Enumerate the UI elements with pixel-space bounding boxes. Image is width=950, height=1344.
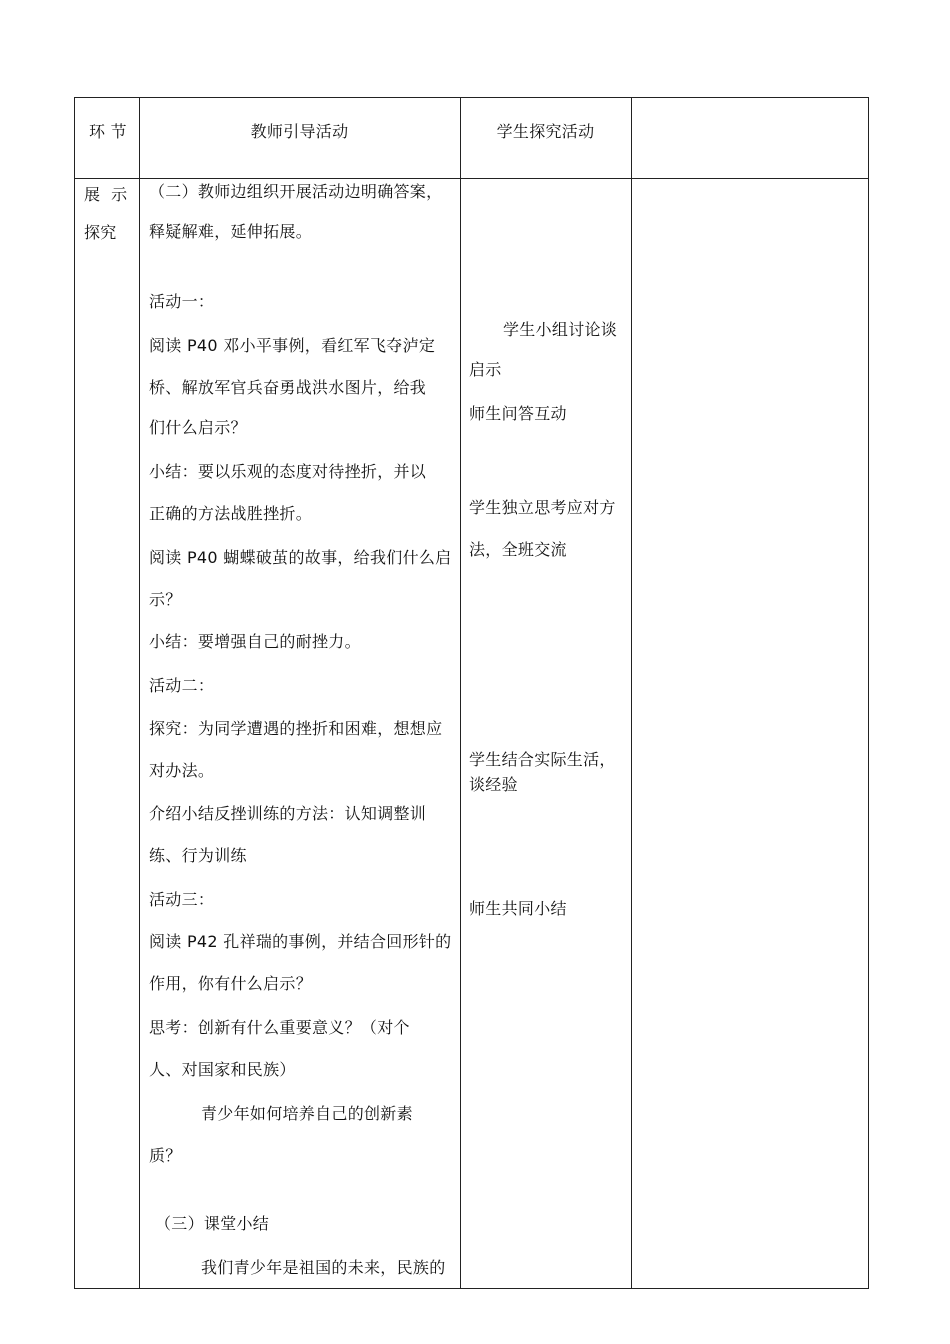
teacher-text-line: 练、行为训练 [149, 846, 247, 865]
teacher-text-line: （三）课堂小结 [155, 1214, 270, 1233]
teacher-text-line: 人、对国家和民族） [149, 1060, 296, 1079]
lesson-table [74, 97, 869, 1289]
teacher-text-line: 阅读 P42 孔祥瑞的事例，并结合回形针的 [149, 932, 452, 951]
section-label-line: 展 示 [84, 185, 128, 204]
student-text-line: 法，全班交流 [469, 540, 567, 559]
student-text-line: 启示 [469, 360, 502, 379]
header-teacher-activity: 教师引导活动 [250, 122, 349, 141]
teacher-text-line: 思考：创新有什么重要意义？（对个 [149, 1018, 410, 1037]
header-divider [75, 178, 868, 179]
teacher-text-line: 质？ [149, 1146, 182, 1165]
student-text-line: 师生共同小结 [469, 899, 567, 918]
column-divider [139, 98, 140, 1288]
teacher-text-line: 阅读 P40 蝴蝶破茧的故事，给我们什么启 [149, 548, 452, 567]
teacher-text-line: （二）教师边组织开展活动边明确答案， [149, 182, 443, 201]
teacher-text-line: 释疑解难，延伸拓展。 [149, 222, 313, 241]
student-text-line: 学生结合实际生活， [469, 750, 616, 769]
header-student-activity: 学生探究活动 [496, 122, 595, 141]
section-label-line: 探究 [84, 223, 117, 242]
teacher-text-line: 作用，你有什么启示？ [149, 974, 313, 993]
teacher-text-line: 活动一： [149, 292, 215, 311]
student-text-line: 学生独立思考应对方 [469, 498, 616, 517]
header-section: 环 节 [89, 122, 127, 141]
teacher-text-line: 对办法。 [149, 761, 215, 780]
teacher-text-line: 阅读 P40 邓小平事例，看红军飞夺泸定 [149, 336, 436, 355]
teacher-text-line: 小结：要以乐观的态度对待挫折，并以 [149, 462, 427, 481]
teacher-text-line: 桥、解放军官兵奋勇战洪水图片，给我 [149, 378, 427, 397]
teacher-text-line: 活动三： [149, 890, 215, 909]
teacher-text-line: 探究：为同学遭遇的挫折和困难，想想应 [149, 719, 443, 738]
teacher-text-line: 青少年如何培养自己的创新素 [201, 1104, 413, 1123]
student-text-line: 学生小组讨论谈 [503, 320, 618, 339]
teacher-text-line: 介绍小结反挫训练的方法：认知调整训 [149, 804, 427, 823]
column-divider [631, 98, 632, 1288]
column-divider [460, 98, 461, 1288]
teacher-text-line: 我们青少年是祖国的未来，民族的 [201, 1258, 446, 1277]
teacher-text-line: 活动二： [149, 676, 215, 695]
teacher-text-line: 们什么启示？ [149, 418, 247, 437]
teacher-text-line: 示？ [149, 590, 182, 609]
teacher-text-line: 正确的方法战胜挫折。 [149, 504, 313, 523]
teacher-text-line: 小结：要增强自己的耐挫力。 [149, 632, 361, 651]
student-text-line: 师生问答互动 [469, 404, 567, 423]
student-text-line: 谈经验 [469, 775, 518, 794]
